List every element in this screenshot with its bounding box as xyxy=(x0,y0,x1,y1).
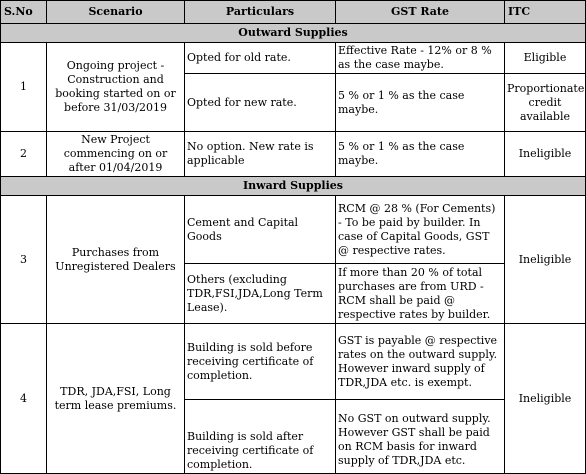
row-3-itc: Ineligible xyxy=(505,196,586,324)
section-title-outward: Outward Supplies xyxy=(1,24,586,43)
row-1-itc-new: Proportionate credit available xyxy=(505,74,586,132)
header-scenario: Scenario xyxy=(47,1,185,24)
table-row xyxy=(1,43,586,74)
row-1-particulars-new: Opted for new rate. xyxy=(185,74,336,132)
row-2-scenario: New Project commencing on or after 01/04/2019 xyxy=(47,132,185,177)
row-1-scenario: Ongoing project - Construction and booking started on or before 31/03/2019 xyxy=(47,43,185,132)
table-row xyxy=(1,196,586,264)
table-row xyxy=(1,132,586,177)
section-title-inward: Inward Supplies xyxy=(1,177,586,196)
header-itc: ITC xyxy=(505,1,586,24)
row-4-sno: 4 xyxy=(1,324,47,474)
row-3-scenario: Purchases from Unregistered Dealers xyxy=(47,196,185,324)
row-3-sno: 3 xyxy=(1,196,47,324)
row-4-gst-after: No GST on outward supply. However GST shall be paid on RCM basis for inward supply of TDR,JDA etc. xyxy=(336,400,505,474)
table-row xyxy=(1,324,586,400)
row-4-particulars-after: Building is sold after receiving certificate of completion. xyxy=(185,400,336,474)
row-2-itc: Ineligible xyxy=(505,132,586,177)
row-1-particulars-old: Opted for old rate. xyxy=(185,43,336,74)
row-1-gst-new: 5 % or 1 % as the case maybe. xyxy=(336,74,505,132)
header-gst-rate: GST Rate xyxy=(336,1,505,24)
row-2-particulars: No option. New rate is applicable xyxy=(185,132,336,177)
header-particulars: Particulars xyxy=(185,1,336,24)
section-row-inward xyxy=(1,177,586,196)
row-3-gst-others: If more than 20 % of total purchases are from URD - RCM shall be paid @ respective rates by builder. xyxy=(336,264,505,324)
row-1-itc-old: Eligible xyxy=(505,43,586,74)
row-4-particulars-before: Building is sold before receiving certificate of completion. xyxy=(185,324,336,400)
row-2-sno: 2 xyxy=(1,132,47,177)
row-2-gst: 5 % or 1 % as the case maybe. xyxy=(336,132,505,177)
section-row-outward xyxy=(1,24,586,43)
row-3-gst-cement: RCM @ 28 % (For Cements) - To be paid by builder. In case of Capital Goods, GST @ respective rates. xyxy=(336,196,505,264)
row-1-gst-old: Effective Rate - 12% or 8 % as the case maybe. xyxy=(336,43,505,74)
row-4-gst-before: GST is payable @ respective rates on the outward supply. However inward supply of TDR,JDA etc. is exempt. xyxy=(336,324,505,400)
row-3-particulars-others: Others (excluding TDR,FSI,JDA,Long Term Lease). xyxy=(185,264,336,324)
row-4-itc: Ineligible xyxy=(505,324,586,474)
row-3-particulars-cement: Cement and Capital Goods xyxy=(185,196,336,264)
header-sno: S.No xyxy=(1,1,47,24)
row-1-sno: 1 xyxy=(1,43,47,132)
header-row xyxy=(1,1,586,24)
row-4-scenario: TDR, JDA,FSI, Long term lease premiums. xyxy=(47,324,185,474)
